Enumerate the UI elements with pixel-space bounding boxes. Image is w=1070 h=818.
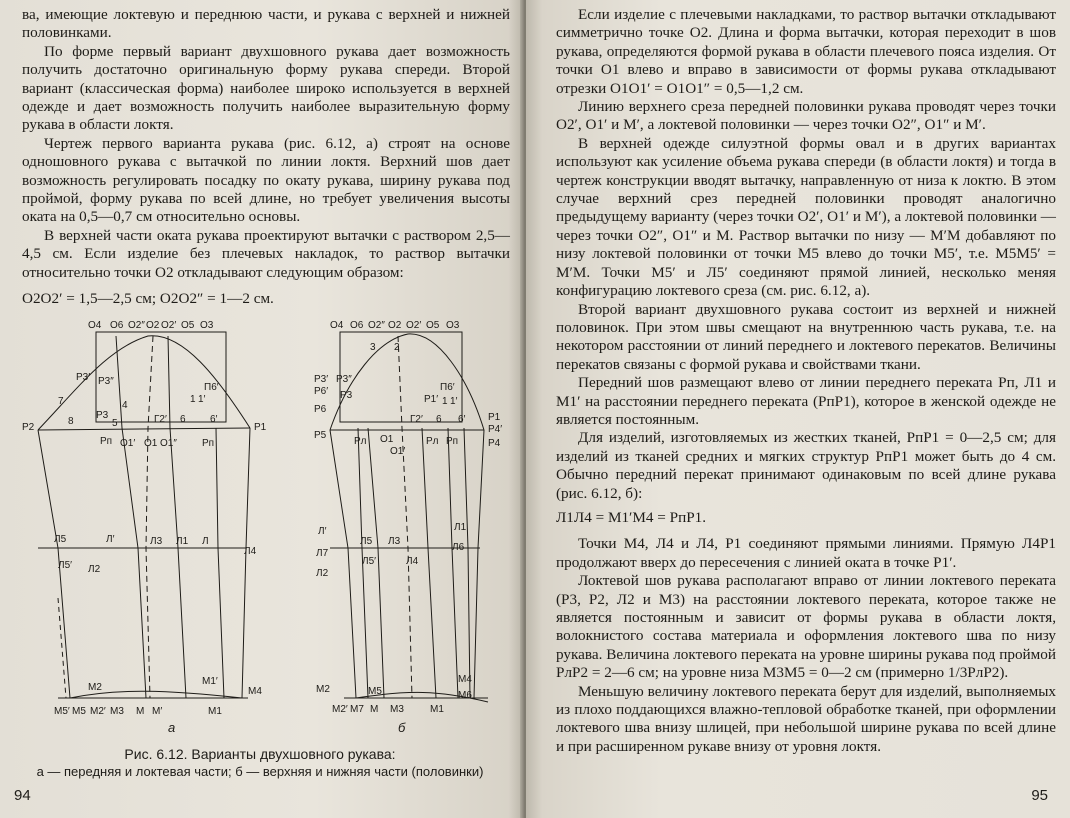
label-lp-a: Л′ [106, 534, 115, 545]
label-m3-a: M3 [110, 706, 124, 717]
label-2-b: 2 [394, 342, 400, 353]
l5-line-a [58, 598, 66, 698]
label-o6-b: O6 [350, 320, 364, 331]
label-m3-b: M3 [390, 704, 404, 715]
paragraph: ва, имеющие локтевую и переднюю части, и рукава с верхней и нижней половинками. [22, 6, 510, 42]
label-l7-b: Л7 [316, 548, 329, 559]
label-8-a: 8 [68, 416, 74, 427]
inner-line-a [116, 336, 146, 698]
label-o1-b: O1 [380, 434, 394, 445]
paragraph: Для изделий, изготовляемых из жестких тканей, PпP1 = 0—2,5 см; для изделий из тканей средних и мягких структур PпP1 может быть до 4 см. Обычно передний перекат принимают одинаковым по всей длине рукава (рис. 6.12, б): [556, 429, 1056, 502]
label-l6-b: Л6 [452, 542, 465, 553]
label-m5p-a: M5′ [54, 706, 70, 717]
label-m4-a: M4 [248, 686, 262, 697]
paragraph: Если изделие с плечевыми накладками, то раствор вытачки откладывают симметрично точке O2. Длина и форма вытачки, которая переходит в шов рукава, определяются формой рукава в области плечевого пояса изделия. От точки O1 влево и вправо в зависимости от формы рукава откладывают отрезки O1O1′ = O1O1″ = 0,5—1,2 см. [556, 6, 1056, 97]
paragraph: Чертеж первого варианта рукава (рис. 6.12, а) строят на основе одношовного рукава с вытачкой по линии локтя. Верхний шов дает возможность регулировать посадку по окату рукава, ширину рукава под проймой, форму рукава по всей длине, но требует увеличения высоты оката на 0,5—0,7 см относительно основы. [22, 134, 510, 226]
inner-line-5-b [464, 428, 470, 698]
label-m2p-a: M2′ [90, 706, 106, 717]
subfigure-a-label: а [168, 720, 176, 735]
left-page [0, 0, 524, 818]
label-m-a: M [136, 706, 145, 717]
paragraph: Локтевой шов рукава располагают вправо от линии локтевого переката (P3, P2, Л2 и M3) на расстоянии локтевого переката, которое также не является постоянным и зависит от формы рукава в области локтя, волокнистого состава материала и оформления локтевого шва по низу рукава. Величина локтевого переката на уровне ширины рукава под проймой PлP2 = 2—6 см; на уровне низа M3M5 = 0—2 см (примерно 1/3PлP2). [556, 572, 1056, 682]
label-g2p-b: Г2′ [410, 414, 423, 425]
label-pl-b: Pл [354, 436, 367, 447]
label-o2p-b: O2′ [406, 320, 422, 331]
label-pl2-b: Pл [426, 436, 439, 447]
formula: Л1Л4 = M1′M4 = PпP1. [556, 508, 707, 526]
page-number-left: 94 [14, 787, 31, 804]
label-1-b: 1 [442, 396, 448, 407]
label-m7-b: M7 [350, 704, 364, 715]
cap-box-a [96, 332, 226, 422]
p-line-a [216, 428, 224, 698]
label-1-a: 1 [190, 394, 196, 405]
label-m6-b: M6 [458, 690, 472, 701]
caption-title: Рис. 6.12. Варианты двухшовного рукава: [124, 746, 396, 762]
label-o2pp-a: O2″ [128, 320, 145, 331]
label-pp-b: Pп [446, 436, 459, 447]
label-p3-a: P3 [96, 410, 109, 421]
inner-line-4-b [448, 428, 458, 698]
label-m1p-a: M1′ [202, 676, 218, 687]
paragraph: Второй вариант двухшовного рукава состоит из верхней и нижней половинок. При этом швы смещают на внутреннюю часть рукава, т.е. на некотором расстоянии от линий переднего и локтевого перекатов. Величины перекатов связаны с формой рукава и свойствами ткани. [556, 300, 1056, 373]
paragraph: По форме первый вариант двухшовного рукава дает возможность получить достаточно оригинальную форму рукава спереди. Второй вариант (классическая форма) наиболее широко используется в верхней одежде и дает возможность получить наиболее выразительную форму рукава в области локтя. [22, 42, 510, 134]
label-p3pp-b: P3″ [336, 374, 352, 385]
label-p3p-a: P3′ [76, 372, 91, 383]
paragraph: Линию верхнего среза передней половинки рукава проводят через точки O2′, O1′ и M′, а локтевой половинки — через точки O2″, O1″ и M′. [556, 98, 1056, 134]
label-l-a: Л [202, 536, 209, 547]
label-o4-a: O4 [88, 320, 102, 331]
label-4-a: 4 [122, 400, 128, 411]
label-p3-b: P3 [340, 390, 353, 401]
label-m5-a: M5 [72, 706, 86, 717]
label-p6pp-b: П6′ [440, 382, 455, 393]
label-3-b: 3 [370, 342, 376, 353]
label-o5-b: O5 [426, 320, 440, 331]
paragraph: Меньшую величину локтевого переката берут для изделий, выполняемых из плохо поддающихся влажно-тепловой обработке тканей, при оформлении локтевого шва внизу шлицей, при небольшой ширине рукава по всей длине и при расширенном рукаве внизу от уровня локтя. [556, 682, 1056, 755]
label-m4-b: M4 [458, 674, 472, 685]
label-m-b: M [370, 704, 379, 715]
label-l4-a: Л4 [244, 546, 257, 557]
label-7-a: 7 [58, 396, 64, 407]
label-l1-b: Л1 [454, 522, 467, 533]
width-line-a [38, 428, 250, 430]
subfigure-b-label: б [398, 720, 406, 735]
label-m5-b: M5 [368, 686, 382, 697]
label-p5-b: P5 [314, 430, 327, 441]
label-o2p-a: O2′ [161, 320, 177, 331]
label-l3-b: Л3 [388, 536, 401, 547]
label-p6p-b: P6′ [314, 386, 329, 397]
label-m1-b: M1 [430, 704, 444, 715]
paragraph: Точки M4, Л4 и Л4, P1 соединяют прямыми линиями. Прямую Л4P1 продолжают вверх до пересечения с линией оката в точке P1′. [556, 535, 1056, 571]
label-l2-a: Л2 [88, 564, 101, 575]
label-1p-a: 1′ [198, 394, 206, 405]
label-o5-a: O5 [181, 320, 195, 331]
label-p3p-b: P3′ [314, 374, 329, 385]
dart-line-b [398, 336, 412, 698]
label-l5p-b: Л5′ [362, 556, 376, 567]
label-o6-a: O6 [110, 320, 124, 331]
label-l1-a: Л1 [176, 536, 189, 547]
label-1p-b: 1′ [450, 396, 458, 407]
caption-legend: а — передняя и локтевая части; б — верхняя и нижняя части (половинки) [36, 764, 484, 779]
label-p6-b: P6 [314, 404, 327, 415]
label-m2p-b: M2′ [332, 704, 348, 715]
sleeve-drawing [18, 318, 508, 738]
dart-line-a [146, 336, 153, 698]
label-o1p-b: O1′ [390, 446, 406, 457]
label-6p-b: 6′ [458, 414, 466, 425]
label-m1-a: M1 [208, 706, 222, 717]
label-o3-a: O3 [200, 320, 214, 331]
label-p1p-b: P1′ [424, 394, 439, 405]
label-p1-a: P1 [254, 422, 267, 433]
label-p4-b: P4 [488, 438, 501, 449]
label-pn1-a: Pп [100, 436, 113, 447]
front-seam-a [242, 428, 250, 698]
label-p2-a: P2 [22, 422, 35, 433]
label-p1-b: P1 [488, 412, 501, 423]
label-l5-a: Л5 [54, 534, 67, 545]
labels-b [314, 320, 502, 735]
label-g2p-a: Г2′ [154, 414, 167, 425]
label-l3-a: Л3 [150, 536, 163, 547]
label-lp-b: Л′ [318, 526, 327, 537]
label-o3-b: O3 [446, 320, 460, 331]
right-page [526, 0, 1070, 818]
label-m2-a: M2 [88, 682, 102, 693]
inner-line-3-b [422, 428, 436, 698]
label-o2-a: O2 [146, 320, 160, 331]
label-6-b: 6 [436, 414, 442, 425]
label-p3pp-a: P3″ [98, 376, 114, 387]
figure-6-12 [18, 318, 508, 758]
label-l2-b: Л2 [316, 568, 329, 579]
label-o1p-a: O1′ [120, 438, 136, 449]
label-l4-b: Л4 [406, 556, 419, 567]
label-mp-a: M′ [152, 706, 163, 717]
paragraph: В верхней части оката рукава проектируют вытачки с раствором 2,5—4,5 см. Если изделие без плечевых накладок, то раствор вытачки относительно точки O2 откладывают следующим образом: [22, 226, 510, 281]
label-m2-b: M2 [316, 684, 330, 695]
figure-caption [0, 745, 520, 781]
label-l5-b: Л5 [360, 536, 373, 547]
formula: O2O2′ = 1,5—2,5 см; O2O2″ = 1—2 см. [22, 290, 274, 308]
label-l5p-a: Л5′ [58, 560, 72, 571]
label-5-a: 5 [112, 418, 118, 429]
label-o1pp-a: O1″ [160, 438, 177, 449]
label-o1-a: O1 [144, 438, 158, 449]
overarm-a [168, 336, 186, 698]
elbow-seam-b [330, 430, 356, 698]
label-o2pp-b: O2″ [368, 320, 385, 331]
label-p6p-a: П6′ [204, 382, 219, 393]
front-seam-b [474, 430, 484, 698]
paragraph: Передний шов размещают влево от линии переднего переката Pп, Л1 и M1′ на расстоянии переднего переката (PпP1), которое в женской одежде не является постоянным. [556, 374, 1056, 428]
page-number-right: 95 [1031, 787, 1048, 804]
paragraph: В верхней одежде силуэтной формы овал и в других вариантах используют как усиление объема рукава спереди (в области локтя) и тогда в чертеж конструкции вводят вытачку, направленную от низа к локтю. В этом случае верхний срез передней половинки проводят аналогично предыдущему варианту (через точки O2′, O1′ и M′), а локтевой половинки — через точки O2″, O1″ и M. Раствор вытачки по низу — M′M добавляют по низу локтевой половинки от точки M5 влево до точки M5′, т.е. M5M5′ = M′M. Точки M5′ и Л5′ соединяют прямой линией, несколько меняя конфигурацию локтевого среза (см. рис. 6.12, а). [556, 134, 1056, 300]
label-6p-a: 6′ [210, 414, 218, 425]
label-o4-b: O4 [330, 320, 344, 331]
label-6-a: 6 [180, 414, 186, 425]
label-p4p-b: P4′ [488, 424, 503, 435]
label-pn2-a: Pп [202, 438, 215, 449]
label-o2-b: O2 [388, 320, 402, 331]
